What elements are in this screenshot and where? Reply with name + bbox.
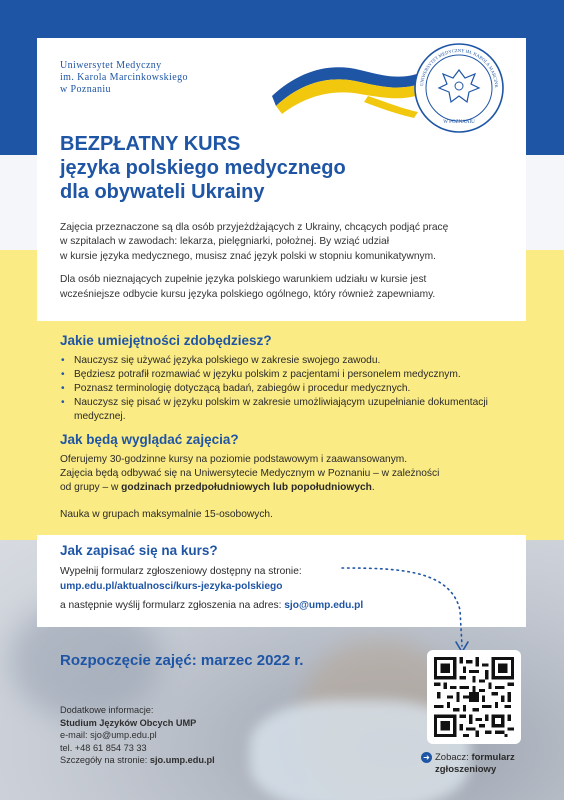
classes-line-end: . <box>371 482 375 494</box>
list-item-text: Poznasz terminologię dotyczącą badań, zabiegów i procedur medycznych. <box>74 383 411 394</box>
intro-paragraph <box>60 221 515 264</box>
qr-form-label: formularz <box>471 752 515 764</box>
dotted-arrow-icon <box>340 560 480 660</box>
list-item <box>60 368 520 382</box>
bullet-icon: • <box>61 369 65 380</box>
bullet-icon: • <box>61 397 65 408</box>
contact-phone: tel. +48 61 854 73 33 <box>60 742 147 753</box>
contact-site-link[interactable]: sjo.ump.edu.pl <box>149 755 215 766</box>
classes-line: Zajęcia będą odbywać się na Uniwersytecie Medycznym w Poznaniu – w zależności <box>60 468 440 480</box>
list-item-text: Nauczysz się używać języka polskiego w zakresie swojego zawodu. <box>74 355 381 366</box>
bullet-icon: • <box>61 383 65 394</box>
title-line: dla obywateli Ukrainy <box>60 181 265 203</box>
title-line: BEZPŁATNY KURS <box>60 133 241 155</box>
qr-caption <box>421 752 515 776</box>
list-item-text: Nauczysz się pisać w języku polskim w zakresie umożliwiającym uzupełnianie dokumentacji medycznej. <box>74 397 488 422</box>
list-item <box>60 354 520 368</box>
university-line: im. Karola Marcinkowskiego <box>60 72 188 83</box>
university-line: Uniwersytet Medyczny <box>60 60 162 71</box>
enroll-heading: Jak zapisać się na kurs? <box>60 543 218 558</box>
contact-site-label: Szczegóły na stronie: <box>60 755 150 766</box>
start-date: Rozpoczęcie zajęć: marzec 2022 r. <box>60 652 304 669</box>
enroll-email-link[interactable]: sjo@ump.edu.pl <box>284 600 364 611</box>
classes-hours-emphasis: godzinach przedpołudniowych lub popołudniowych <box>121 482 372 494</box>
intro-paragraph <box>60 273 515 302</box>
university-seal-icon <box>413 42 505 134</box>
skills-list <box>60 354 520 424</box>
list-item <box>60 382 520 396</box>
intro-line: Dla osób nieznających zupełnie języka polskiego warunkiem udziału w kursie jest <box>60 274 427 286</box>
intro-line: wcześniejsze odbycie kursu języka polskiego ogólnego, który również zapewniamy. <box>60 288 436 300</box>
contact-org: Studium Języków Obcych UMP <box>60 717 197 728</box>
enroll-link[interactable]: ump.edu.pl/aktualnosci/kurs-jezyka-polskiego <box>60 581 283 592</box>
intro-line: Zajęcia przeznaczone są dla osób przyjeżdżających z Ukrainy, chcących podjąć pracę <box>60 222 449 233</box>
bullet-icon: • <box>61 355 65 366</box>
classes-text <box>60 453 520 534</box>
enroll-line: Wypełnij formularz zgłoszeniowy dostępny na stronie: <box>60 566 302 577</box>
contact-email[interactable]: e-mail: sjo@ump.edu.pl <box>60 730 157 741</box>
classes-paragraph <box>60 508 520 522</box>
classes-paragraph <box>60 453 520 496</box>
classes-line: Oferujemy 30-godzinne kursy na poziomie podstawowym i zaawansowanym. <box>60 454 408 465</box>
university-name <box>60 60 260 96</box>
group-size-text: Nauka w grupach maksymalnie 15-osobowych. <box>60 508 273 520</box>
list-item-text: Będziesz potrafił rozmawiać w języku polskim z pacjentami i personelem medycznym. <box>74 369 461 380</box>
skills-heading: Jakie umiejętności zdobędziesz? <box>60 333 272 348</box>
university-line: w Poznaniu <box>60 84 111 95</box>
svg-text:UNIWERSYTET MEDYCZNY IM. KAROL: UNIWERSYTET MEDYCZNY IM. KAROLA MARCINK <box>419 47 500 88</box>
intro-line: w szpitalach w zawodach: lekarza, pielęgniarki, położnej. By wziąć udział <box>60 236 389 248</box>
qr-code-icon[interactable] <box>434 657 514 737</box>
classes-line: od grupy – w <box>60 482 122 494</box>
title-line: języka polskiego medycznego <box>60 157 346 179</box>
list-item <box>60 396 520 424</box>
qr-form-label: zgłoszeniowy <box>435 764 497 776</box>
arrow-right-icon: ➜ <box>421 752 432 763</box>
intro-line: w kursie języka medycznego, musisz znać język polski w stopniu komunikatywnym. <box>60 250 436 262</box>
intro-text <box>60 221 515 311</box>
page-title <box>60 132 346 204</box>
contact-info <box>60 704 215 767</box>
svg-text:W POZNANIU: W POZNANIU <box>443 120 475 125</box>
classes-heading: Jak będą wyglądać zajęcia? <box>60 432 239 447</box>
contact-label: Dodatkowe informacje: <box>60 705 154 715</box>
qr-see-label: Zobacz: <box>435 752 469 764</box>
enroll-line: a następnie wyślij formularz zgłoszenia na adres: <box>60 600 285 611</box>
